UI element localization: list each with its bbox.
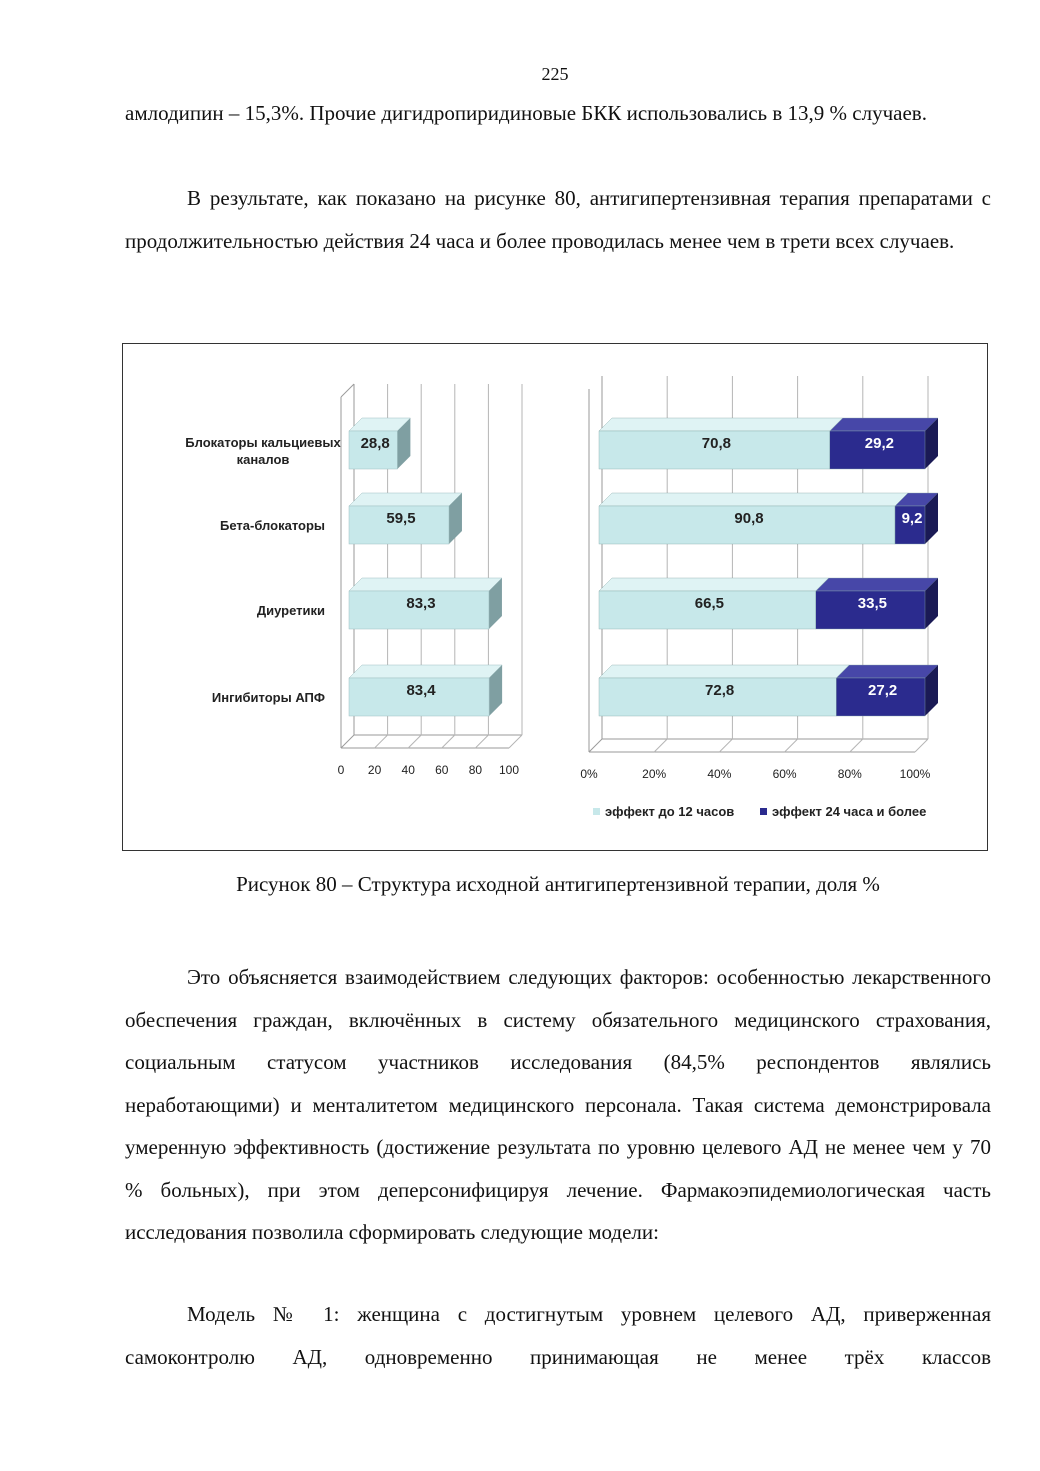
paragraph-continuation: амлодипин – 15,3%. Прочие дигидропиридиновые БКК использовались в 13,9 % случаев. [125, 101, 927, 125]
category-label: Диуретики [256, 603, 325, 618]
left-floor-gridline [408, 735, 421, 748]
right-floor-gridline [654, 739, 667, 752]
legend-swatch [593, 808, 600, 815]
left-floor-gridline [375, 735, 388, 748]
right-bar-label: 72,8 [705, 682, 735, 699]
right-bar-label: 9,2 [901, 510, 923, 527]
right-bar-label: 90,8 [734, 510, 764, 527]
right-x-tick-label: 0% [580, 767, 598, 781]
left-floor-gridline [442, 735, 455, 748]
right-bar-label: 27,2 [868, 682, 898, 699]
figure-80 [122, 343, 988, 851]
right-bar-label: 29,2 [864, 435, 895, 452]
left-bar-top [349, 493, 462, 506]
category-label: Блокаторы кальциевых [185, 435, 341, 450]
right-bar-top [599, 578, 829, 591]
left-bar-label: 83,3 [406, 595, 436, 612]
category-label: Бета-блокаторы [220, 518, 325, 533]
left-bar-top [349, 578, 502, 591]
left-floor-edge [341, 735, 354, 748]
left-bar-top [349, 665, 502, 678]
right-floor-gridline [719, 739, 732, 752]
left-x-tick-label: 0 [337, 763, 345, 777]
left-x-tick-label: 40 [401, 763, 415, 777]
left-x-tick-label: 20 [367, 763, 382, 777]
right-bar-top [836, 665, 938, 678]
left-axis-top-edge [341, 384, 354, 397]
paragraph-factors: Это объясняется взаимодействием следующих факторов: особенностью лекарственного обеспечения граждан, включённых в систему обязательного медицинского страхования, социальным статусом участников исследования (84,5% респондентов являлись неработающими) и менталитетом медицинского персонала. Такая система демонстрировала умеренную эффективность (достижение результата по уровню целевого АД не менее чем у 70 % больных), при этом деперсонифицируя лечение. Фармакоэпидемиологическая часть исследования позволила сформировать следующие модели: [125, 965, 991, 1244]
right-bar-top [816, 578, 938, 591]
figure-80-chart [123, 344, 987, 850]
left-bar-label: 28,8 [360, 435, 390, 452]
left-bar-label: 83,4 [406, 682, 436, 699]
left-x-tick-label: 80 [468, 763, 483, 777]
right-bar-label: 66,5 [694, 595, 724, 612]
left-x-tick-label: 60 [435, 763, 449, 777]
legend-label: эффект до 12 часов [605, 804, 735, 819]
left-bar-label: 59,5 [386, 510, 416, 527]
right-x-tick-label: 40% [707, 767, 732, 781]
right-bar-label: 33,5 [857, 595, 887, 612]
legend-label: эффект 24 часа и более [772, 804, 927, 819]
paragraph-result: В результате, как показано на рисунке 80, антигипертензивная терапия препаратами с продолжительностью действия 24 часа и более проводилась менее чем в трети всех случаев. [125, 186, 991, 253]
right-floor-gridline [850, 739, 863, 752]
left-x-tick-label: 100 [498, 763, 520, 777]
figure-caption: Рисунок 80 – Структура исходной антигипертензивной терапии, доля % [236, 872, 880, 896]
right-x-tick-label: 60% [772, 767, 797, 781]
right-floor-gridline [785, 739, 798, 752]
right-x-tick-label: 80% [837, 767, 862, 781]
category-label: Ингибиторы АПФ [211, 690, 325, 705]
right-floor-edge [589, 739, 602, 752]
right-bar-top [830, 418, 938, 431]
category-label: каналов [236, 452, 290, 467]
left-floor-gridline [509, 735, 522, 748]
paragraph-model-1: Модель № 1: женщина с достигнутым уровнем целевого АД, приверженная самоконтролю АД, одновременно принимающая не менее трёх классов [125, 1302, 991, 1369]
right-bar-top [599, 493, 908, 506]
right-x-tick-label: 100% [899, 767, 931, 781]
left-floor-gridline [475, 735, 488, 748]
right-bar-top [599, 418, 843, 431]
page-number: 225 [541, 64, 569, 84]
right-bar-label: 70,8 [701, 435, 732, 452]
right-x-tick-label: 20% [642, 767, 667, 781]
right-floor-gridline [915, 739, 928, 752]
legend-swatch [760, 808, 767, 815]
right-bar-top [599, 665, 849, 678]
